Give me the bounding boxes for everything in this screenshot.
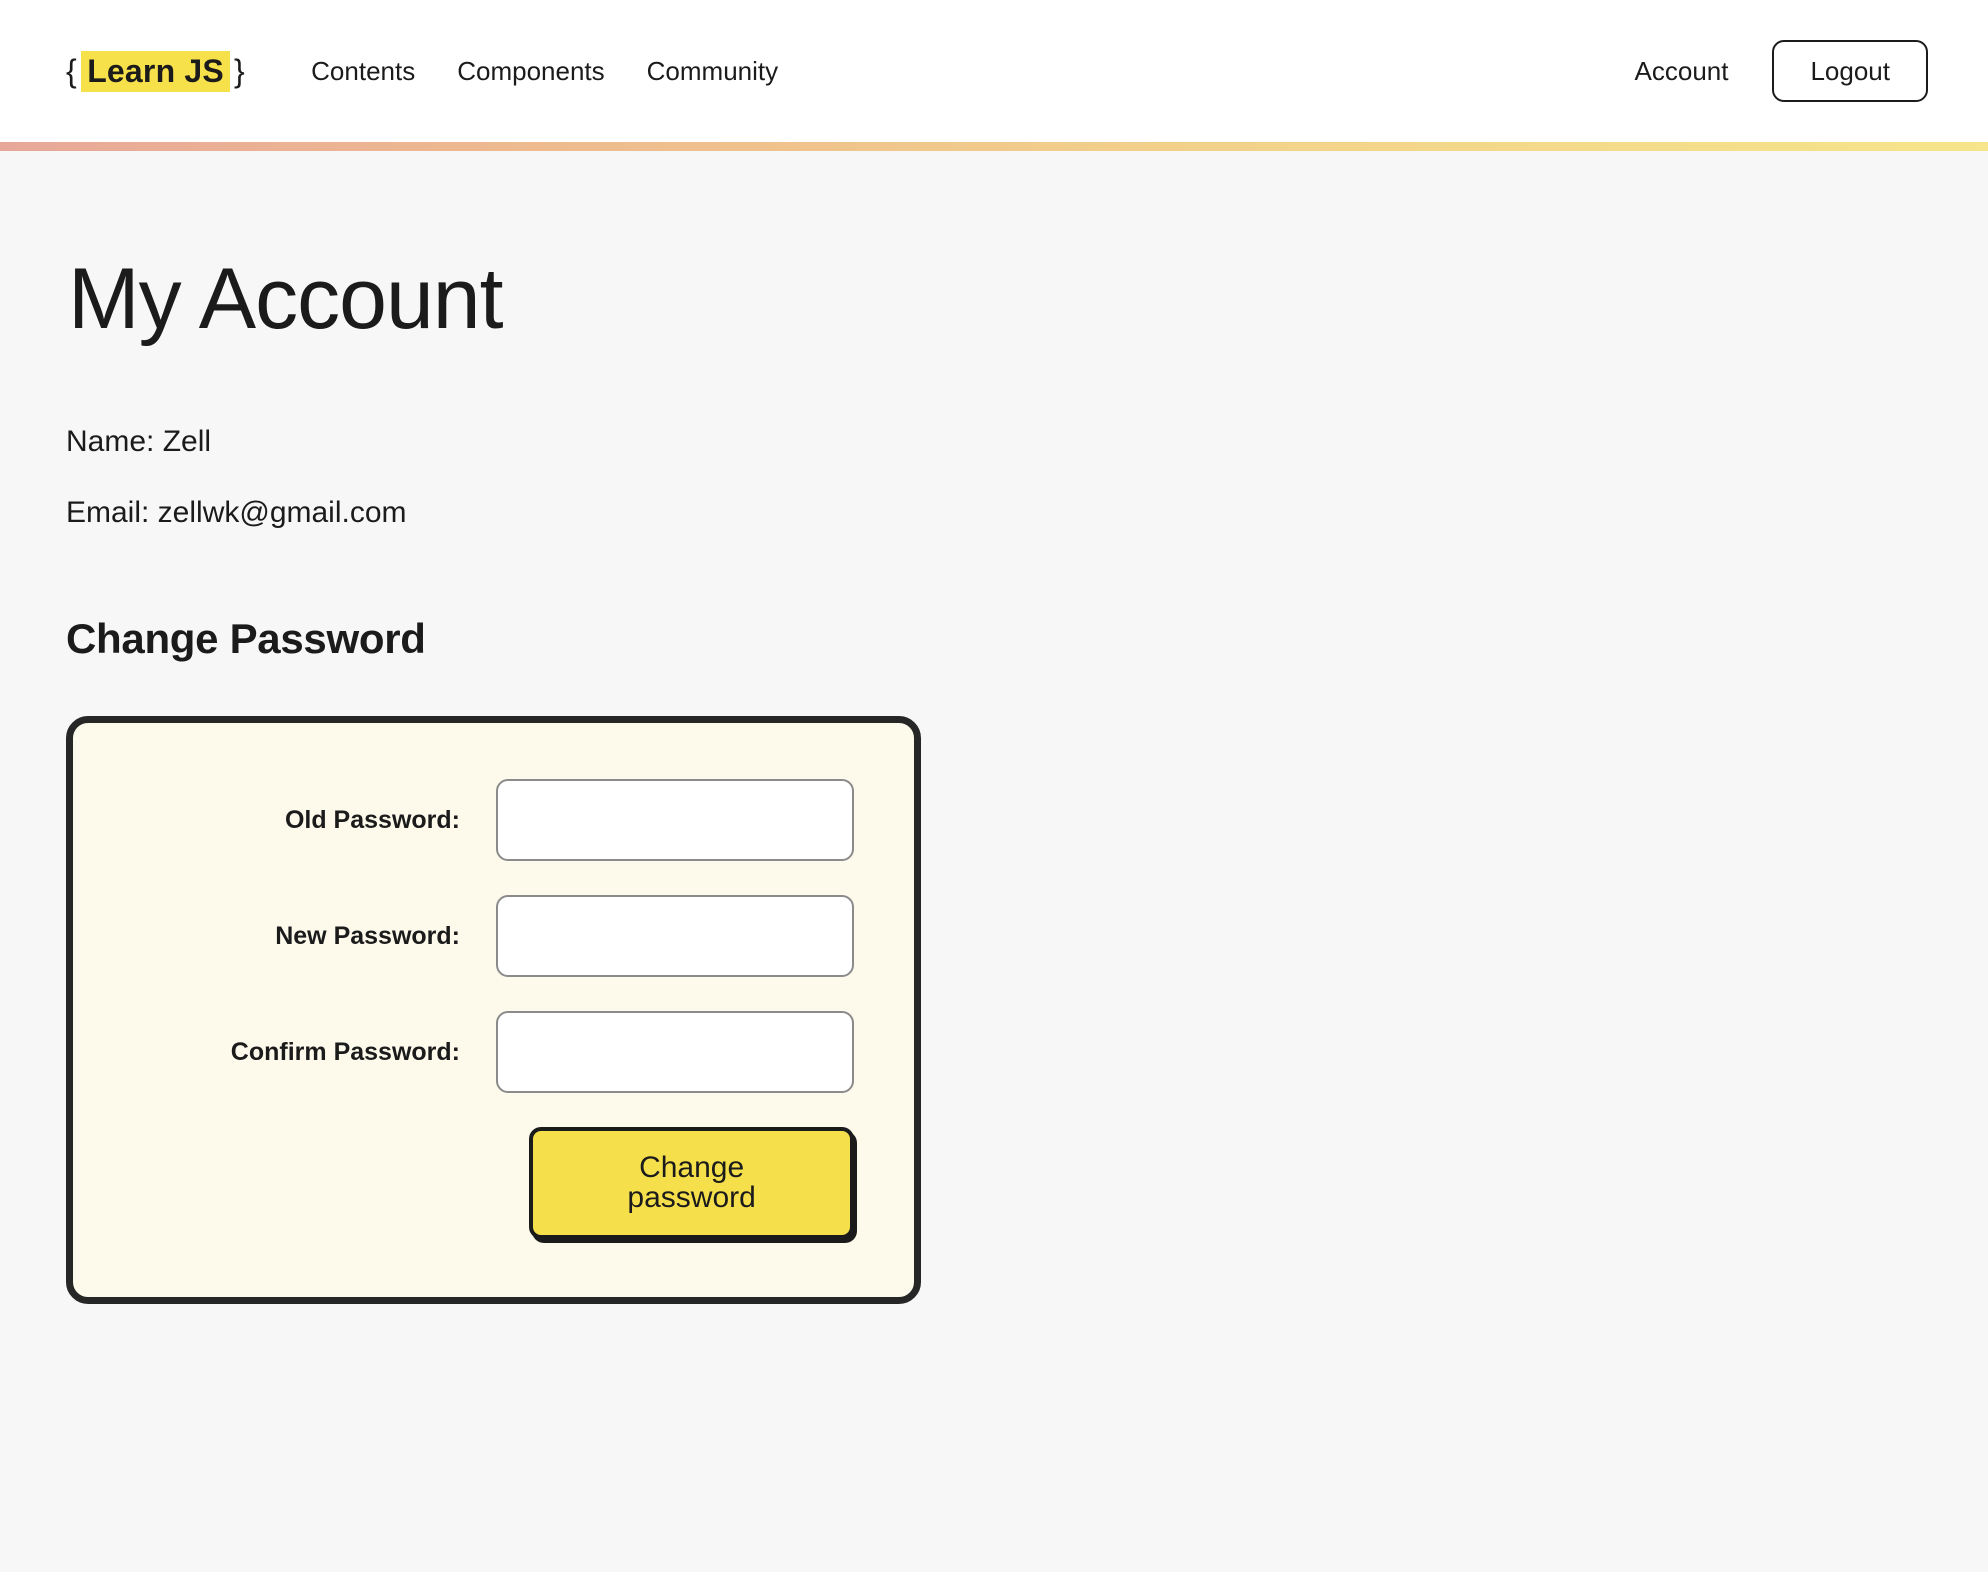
account-name-line: Name: Zell bbox=[66, 425, 212, 458]
submit-spacer bbox=[133, 1127, 521, 1239]
new-password-input[interactable] bbox=[496, 895, 854, 977]
main-content bbox=[0, 251, 1988, 1304]
nav-item-contents[interactable]: Contents bbox=[311, 55, 416, 86]
header-actions bbox=[1635, 40, 1928, 102]
change-password-form bbox=[66, 716, 921, 1304]
form-row-submit bbox=[133, 1127, 854, 1239]
nav-item-components[interactable]: Components bbox=[457, 55, 605, 86]
form-row-old-password bbox=[133, 779, 854, 861]
page-title: My Account bbox=[68, 251, 503, 347]
form-row-new-password bbox=[133, 895, 854, 977]
brand-open-brace: { bbox=[66, 52, 78, 89]
brand-close-brace: } bbox=[233, 52, 246, 89]
brand-name: Learn JS bbox=[81, 51, 230, 92]
brand-logo[interactable] bbox=[66, 51, 245, 92]
confirm-password-label: Confirm Password: bbox=[230, 1037, 460, 1066]
old-password-label: Old Password: bbox=[284, 805, 460, 834]
change-password-heading: Change Password bbox=[66, 615, 426, 662]
primary-nav bbox=[311, 56, 778, 87]
new-password-label: New Password: bbox=[275, 921, 460, 950]
change-password-button[interactable]: Change password bbox=[529, 1127, 854, 1239]
old-password-input[interactable] bbox=[496, 779, 854, 861]
form-row-confirm-password bbox=[133, 1011, 854, 1093]
site-header bbox=[0, 0, 1988, 142]
nav-item-community[interactable]: Community bbox=[646, 55, 779, 86]
header-gradient-divider bbox=[0, 142, 1988, 151]
confirm-password-input[interactable] bbox=[496, 1011, 854, 1093]
account-link[interactable]: Account bbox=[1634, 55, 1729, 86]
logout-button[interactable]: Logout bbox=[1772, 40, 1928, 102]
account-email-line: Email: zellwk@gmail.com bbox=[66, 496, 407, 529]
